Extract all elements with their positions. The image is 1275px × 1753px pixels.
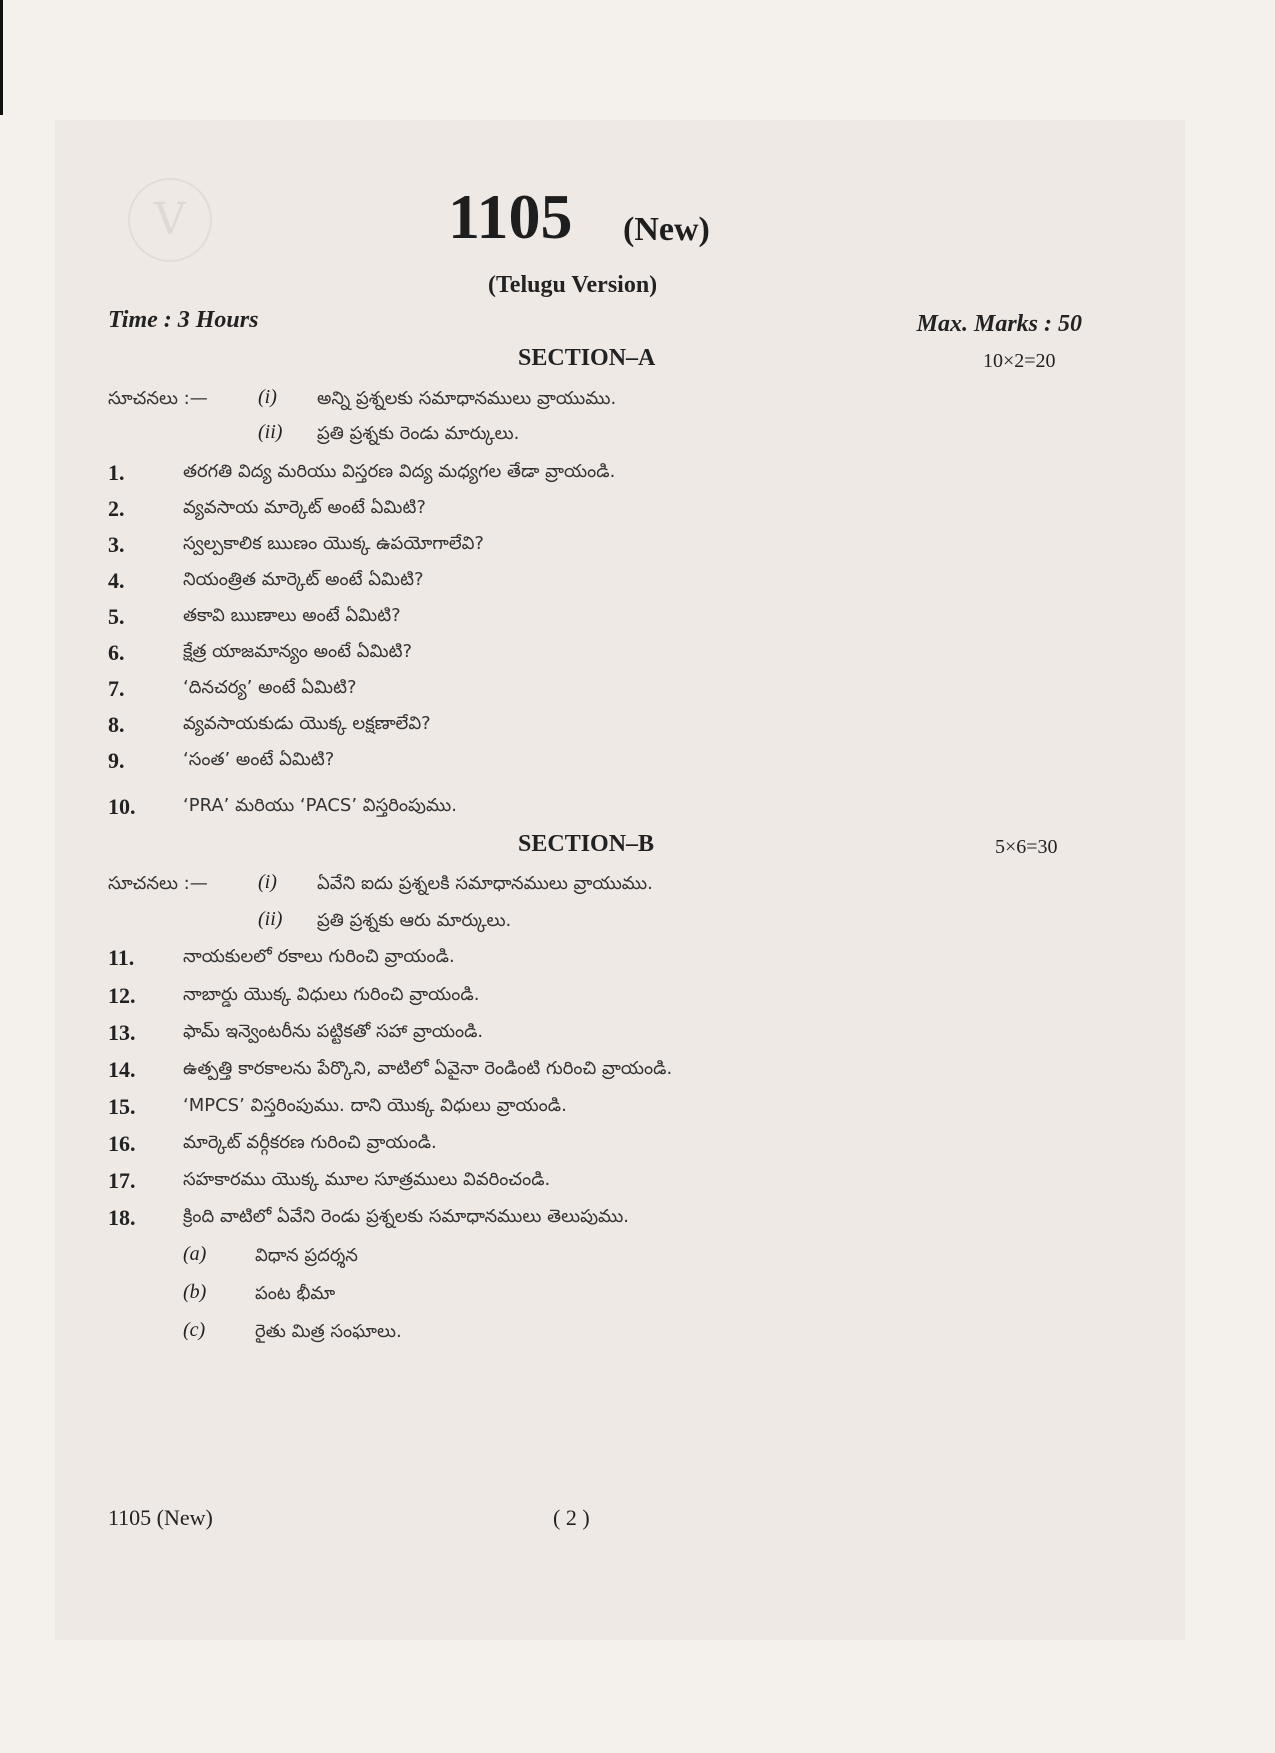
sub-item-label: (a) (183, 1243, 207, 1265)
question-text: క్షేత్ర యాజమాన్యం అంటే ఏమిటి? (183, 641, 413, 662)
sub-item-label: (c) (183, 1319, 206, 1341)
section-b-title: SECTION–B (518, 831, 655, 857)
question-text: నాబార్డు యొక్క విధులు గురించి వ్రాయండి. (183, 984, 480, 1005)
question-number: 13. (108, 1020, 136, 1045)
question-text: మార్కెట్ వర్గీకరణ గురించి వ్రాయండి. (183, 1132, 437, 1153)
sub-item-text: రైతు మిత్ర సంఘాలు. (255, 1321, 402, 1342)
section-b-marks: 5×6=30 (995, 836, 1058, 858)
scan-edge-line (0, 0, 3, 115)
section-a-title: SECTION–A (518, 345, 656, 371)
version-label: (Telugu Version) (488, 272, 658, 298)
question-text: వ్యవసాయ మార్కెట్ అంటే ఏమిటి? (183, 497, 426, 518)
instruction-number: (ii) (258, 421, 283, 443)
question-number: 11. (108, 945, 135, 970)
question-text: ‘PRA’ మరియు ‘PACS’ విస్తరింపుము. (183, 795, 457, 816)
time-label: Time : 3 Hours (108, 307, 259, 333)
question-text: ఫామ్ ఇన్వెంటరీను పట్టికతో సహా వ్రాయండి. (183, 1021, 484, 1042)
paper-code-tag: (New) (623, 211, 710, 248)
page-number: ( 2 ) (553, 1505, 590, 1530)
question-text: తరగతి విద్య మరియు విస్తరణ విద్య మధ్యగల తేడా వ్రాయండి. (183, 461, 616, 482)
instruction-text: ప్రతి ప్రశ్నకు రెండు మార్కులు. (317, 423, 520, 444)
instruction-text: ఏవేని ఐదు ప్రశ్నలకి సమాధానములు వ్రాయుము. (317, 873, 653, 894)
question-number: 5. (108, 604, 125, 629)
instruction-text: అన్ని ప్రశ్నలకు సమాధానములు వ్రాయుము. (317, 388, 617, 409)
question-number: 18. (108, 1205, 136, 1230)
question-text: క్రింది వాటిలో ఏవేని రెండు ప్రశ్నలకు సమాధానములు తెలుపుము. (183, 1206, 630, 1227)
question-number: 12. (108, 983, 136, 1008)
question-text: నాయకులలో రకాలు గురించి వ్రాయండి. (183, 946, 455, 967)
instruction-number: (i) (258, 871, 277, 893)
sub-item-text: విధాన ప్రదర్శన (255, 1245, 358, 1266)
question-number: 3. (108, 532, 125, 557)
sub-item-label: (b) (183, 1281, 207, 1303)
section-a-instruction-label: సూచనలు :— (108, 388, 208, 409)
instruction-text: ప్రతి ప్రశ్నకు ఆరు మార్కులు. (317, 910, 512, 931)
question-text: వ్యవసాయకుడు యొక్క లక్షణాలేవి? (183, 713, 431, 734)
question-number: 7. (108, 676, 125, 701)
paper-code: 1105 (448, 181, 573, 252)
instruction-number: (i) (258, 386, 277, 408)
section-b-instruction-label: సూచనలు :— (108, 873, 208, 894)
question-number: 16. (108, 1131, 136, 1156)
instruction-number: (ii) (258, 908, 283, 930)
question-text: ఉత్పత్తి కారకాలను పేర్కొని, వాటిలో ఏవైనా రెండింటి గురించి వ్రాయండి. (183, 1058, 673, 1079)
question-number: 14. (108, 1057, 136, 1082)
question-text: ‘దినచర్య’ అంటే ఏమిటి? (183, 677, 357, 698)
max-marks-label: Max. Marks : 50 (916, 311, 1082, 337)
question-text: తకావి ఋణాలు అంటే ఏమిటి? (183, 605, 401, 626)
question-number: 4. (108, 568, 125, 593)
question-text: నియంత్రిత మార్కెట్ అంటే ఏమిటి? (183, 569, 424, 590)
section-a-marks: 10×2=20 (983, 350, 1056, 372)
question-text: ‘సంత’ అంటే ఏమిటి? (183, 749, 335, 770)
question-number: 6. (108, 640, 125, 665)
question-text: సహకారము యొక్క మూల సూత్రములు వివరించండి. (183, 1169, 551, 1190)
question-number: 2. (108, 496, 125, 521)
question-number: 15. (108, 1094, 136, 1119)
question-number: 9. (108, 748, 125, 773)
question-text: ‘MPCS’ విస్తరింపుము. దాని యొక్క విధులు వ్రాయండి. (183, 1095, 567, 1116)
question-number: 1. (108, 460, 125, 485)
question-number: 17. (108, 1168, 136, 1193)
sub-item-text: పంట భీమా (255, 1283, 336, 1304)
question-number: 10. (108, 794, 136, 819)
question-text: స్వల్పకాలిక ఋణం యొక్క ఉపయోగాలేవి? (183, 533, 484, 554)
footer-paper-code: 1105 (New) (108, 1505, 213, 1530)
watermark-circle: V (128, 178, 212, 262)
question-number: 8. (108, 712, 125, 737)
